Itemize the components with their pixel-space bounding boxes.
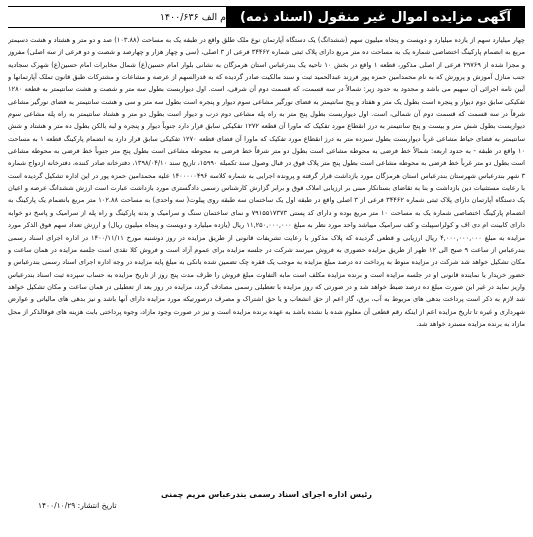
publication-date: تاریخ انتشار: ۱۴۰۰/۱۰/۲۹ — [38, 501, 117, 510]
notice-title: آگهی مزایده اموال غیر منقول (اسناد ذمه) — [226, 6, 525, 28]
reference-number: م الف ۱۴۰۰/۶۳۶ — [159, 11, 227, 23]
notice-header — [8, 6, 525, 28]
notice-body: چهار میلیارد سهم از یازده میلیارد و دویست و پنجاه میلیون سهم (ششدانگ) یک دستگاه آپارتمان نوع ملک طلق واقع در طبقه یک به مساحت (۱۰۳.۸۸) صد و دو متر و هشتاد و هشت دسیمتر مربع به انضمام پارکینگ اختصاصی شماره یک به مساحت ده متر مربع دارای پلاک ثبتی شماره ۳۴۴۶۲ فرعی از ۳ اصلی، (سی و چهار هزار و چهارصد و شصت و دو فرعی از سه اصلی) مفروز و مجزا شده از ۲۹۷۶۹ فرعی از اصلی مذکور، قطعه ۱ واقع در بخش ۱۰ ناحیه یک بندرعباس استان هرمزگان به نشانی بلوار امام حسین(ع) شمال مخابرات امام حسین(ع) شهرک سجادیه جنب منازل آموزش و پرورش که به نام محمدامین حمزه پور فرزند عبدالحمید ثبت و سند مالکیت صادر گردیده که به قدرالسهم از عرصه و مشاعات و مشترکات طبق قانون تملک آپارتمانها و آیین نامه اجرائی آن سهیم می باشد و محدود به حدود زیر: شمالاً در سه قسمت، که قسمت دوم آن شرقی، است. اول دیواربست بطول سه متر و شصت و هشت سانتیمتر به قطعه ۱۲۸۰ تفکیکی سابق دوم دیوار و پنجره است بطول یک متر و هفتاد و پنج سانتیمتر به فضای نورگیر مشاعی سوم دیوار و پنجره است بطول سه متر و سی و هشت سانتیمتر به فضای نورگیر مشاعی شرقاً در سه قسمت که قسمت دوم آن شمالی، است. اول دیواربست بطول پنج متر به راه پله مشاعی دوم درب و دیوار است بطول دو متر و هشتاد سانتیمتر به راه پله مشاعی سوم دیواربست بطول شش متر و بیست و پنج سانتیمتر به درز انقطاع مورد تفکیک که ماورا آن قطعه ۱۲۷۲ تفکیکی سابق قرار دارد جنوباً دیوار و پنجره و لبه بالکن بطول ده متر و هشتاد و شش سانتیمتر به فضای حیاط مشاعی غرباً دیواربست بطول سیزده متر به درز انقطاع مورد تفکیک که ماورا آن فضای قطعه ۱۲۷۰ تفکیکی سابق قرار دارد به انضمام پارکینگ قطعه ۱ به مساحت ۱۰ واقع در طبقه - به حدود اربعه: شمالاً خط فرضی به محوطه مشاعی است بطول دو متر شرقاً خط فرضی به محوطه مشاعی است بطول پنج متر جنوباً خط فرضی به محوطه مشاعی است بطول دو متر غرباً خط فرضی به محوطه مشاعی است بطول پنج متر پلاک فوق در قبال وصول سند تکمیله ۱۵۹۹۰، تاریخ سند ۱۳۹۸/۰۴/۱۰، دفترخانه صادر کننده، دفترخانه ازدواج شماره ۳ شهر بندرعباس شهرستان بندرعباس استان هرمزگان مورد بازداشت قرار گرفته و پرونده اجرایی به شماره کلاسه ۱۴۰۰۰۰۰۴۹۶ علیه محمدامین حمزه پور در این اداره تشکیل گردیده است با رعایت مستثنیات دین بازداشت و بنا به تقاضای بستانکار مبنی بر ارزیابی املاک فوق و برابر گزارش کارشناس رسمی دادگستری مورد بازداشت عبارت است ارزش ششدانگ عرصه و اعیان یک دستگاه آپارتمان دارای پلاک ثبتی شماره ۳۴۴۶۲ فرعی از ۳ اصلی واقع در طبقه اول یک ساختمان سه طبقه روی پیلوت( سه واحدی) به مساحت ۱۰۲.۸۸ متر مربع بانضمام یک پارکینگ به انضمام پارکینگ اختصاصی شماره یک به مساحت ۱۰ متر مربع بوده و دارای کد پستی ۷۹۱۵۵۱۷۳۷۳ و نمای ساختمان سنگ و سرامیک و بدنه پارکینگ و راه پله از سرامیک و پاسخ دو خوابه دارای کابینت ام دی اف و کولراسپیلت و کف سرامیک میباشد واحد مورد نظر به مبلغ ۱۱,۲۵۰,۰۰۰,۰۰۰ ریال (یازده میلیارد و دویست و پنجاه میلیون ریال) و ارزش تعداد سهم فوق الذکر مورد مزایده به مبلغ ۴,۰۰۰,۰۰۰,۰۰۰ ریال ارزیابی و قطعی گردیده که پلاک مذکور با رعایت تشریفات قانونی از طریق مزایده در روز دوشنبه مورخ ۱۴۰۰/۱۱/۱۱ در اداره اجرای اسناد رسمی بندرعباس از ساعت ۹ صبح الی ۱۲ ظهر از طریق مزایده حضوری به فروش میرسد شرکت در جلسه مزایده برای عموم آزاد است و فروش کلا نقدی است جلسه مزایده در همان ساعت و مکان تشکیل خواهد شد شرکت در مزایده منوط به پرداخت ده درصد مبلغ مزایده به موجب یک فقره چک تضمین شده بانکی به مبلغ پایه مزایده در وجه اداره اجرای اسناد رسمی بندرعباس و حضور خریدار یا نماینده قانونی او در جلسه مزایده است و برنده مزایده مکلف است مابه التفاوت مبلغ فروش را ظرف مدت پنج روز از تاریخ مزایده به حساب سپرده ثبت اسناد بندرعباس واریز نماید در غیر این صورت مبلغ ده درصد ضبط خواهد شد و در صورتی که روز مزایده با تعطیلی رسمی مصادف گردد، مزایده در روز بعد از تعطیلی در همان ساعت و مکان تشکیل خواهد شد لازم به ذکر است پرداخت بدهی های مربوط به آب، برق، گاز اعم از حق انشعاب و یا حق اشتراک و مصرف درصورتیکه مورد مزایده دارای آنها باشد و نیز بدهی های مالیاتی و عوارض شهرداری و غیره تا تاریخ مزایده اعم از اینکه رقم قطعی آن معلوم شده یا نشده باشد به عهده برنده مزایده است و نیز در صورت وجود مازاد، وجوه پرداختی بابت هزینه های فوقالذکر از محل مازاد به برنده مزایده مسترد خواهد شد. — [8, 36, 525, 328]
signature-line: رئیس اداره اجرای اسناد رسمی بندرعباس مریم چمنی — [160, 490, 373, 499]
reference-number-bar — [8, 6, 226, 28]
